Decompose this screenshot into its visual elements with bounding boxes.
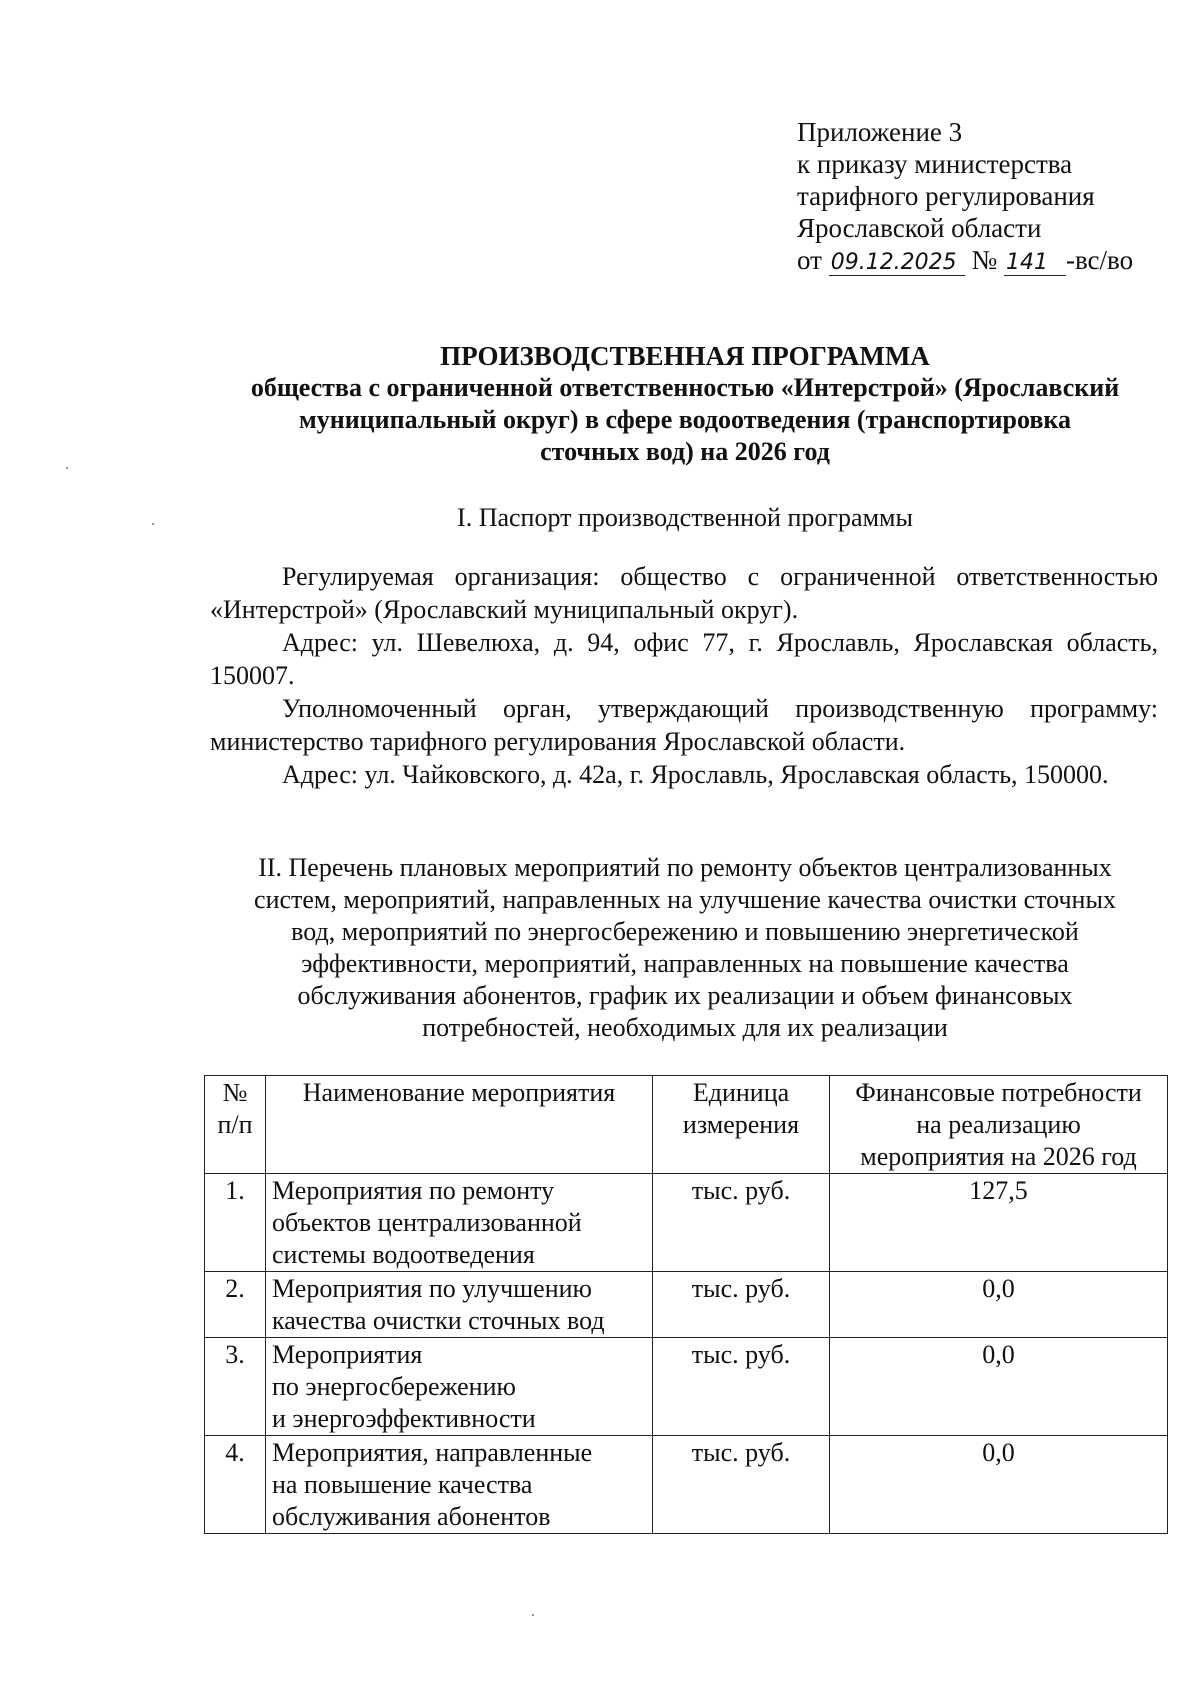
cell-text: на повышение качества (272, 1470, 533, 1499)
appendix-header (797, 116, 1133, 276)
section-2-line: потребностей, необходимых для их реализации (422, 1013, 948, 1042)
cell-value: 0,0 (830, 1436, 1168, 1534)
cell-text: Мероприятия (272, 1340, 423, 1369)
cell-text: Мероприятия по улучшению (272, 1274, 592, 1303)
section-2-line: систем, мероприятий, направленных на улучшение качества очистки сточных (254, 885, 1116, 914)
cell-num: 3. (205, 1338, 266, 1436)
cell-unit: тыс. руб. (653, 1272, 830, 1338)
document-title (200, 340, 1170, 468)
appendix-line: тарифного регулирования (797, 181, 1095, 211)
header-text: № (222, 1078, 248, 1107)
paragraph-organization: Регулируемая организация: общество с ограниченной ответственностью «Интерстрой» (Ярославский муниципальный округ). (210, 562, 1158, 624)
page-title: ПРОИЗВОДСТВЕННАЯ ПРОГРАММА (440, 341, 930, 371)
paragraph-authority-address: Адрес: ул. Чайковского, д. 42а, г. Ярославль, Ярославская область, 150000. (282, 760, 1109, 789)
cell-text: Мероприятия по ремонту (272, 1176, 555, 1205)
cell-name (266, 1174, 653, 1272)
table-row (205, 1338, 1168, 1436)
scan-speck (152, 523, 154, 525)
header-text: на реализацию (916, 1110, 1081, 1139)
header-num (205, 1076, 266, 1174)
handwritten-date: 09.12.2025 (829, 251, 965, 276)
header-text: мероприятия на 2026 год (860, 1142, 1137, 1171)
section-2-line: вод, мероприятий по энергосбережению и повышению энергетической (291, 917, 1079, 946)
number-suffix: -вс/во (1065, 245, 1134, 275)
cell-unit: тыс. руб. (653, 1338, 830, 1436)
table-row (205, 1174, 1168, 1272)
cell-text: системы водоотведения (272, 1240, 535, 1269)
section-2-heading (205, 852, 1165, 1044)
cell-value: 127,5 (830, 1174, 1168, 1272)
cell-name (266, 1338, 653, 1436)
cell-text: качества очистки сточных вод (272, 1306, 605, 1335)
date-prefix: от (797, 245, 822, 275)
cell-unit: тыс. руб. (653, 1436, 830, 1534)
cell-name (266, 1436, 653, 1534)
header-text: Финансовые потребности (855, 1078, 1142, 1107)
title-subline: сточных вод) на 2026 год (540, 437, 830, 466)
table-header-row (205, 1076, 1168, 1174)
cell-value: 0,0 (830, 1338, 1168, 1436)
number-sign: № (971, 245, 998, 275)
paragraph-authority: Уполномоченный орган, утверждающий производственную программу: министерство тарифного регулирования Ярославской области. (210, 694, 1158, 756)
appendix-line: Приложение 3 (797, 117, 963, 147)
cell-name (266, 1272, 653, 1338)
cell-text: объектов централизованной (272, 1208, 582, 1237)
cell-unit: тыс. руб. (653, 1174, 830, 1272)
header-financial (830, 1076, 1168, 1174)
table-row (205, 1272, 1168, 1338)
header-name: Наименование мероприятия (266, 1076, 653, 1174)
cell-num: 1. (205, 1174, 266, 1272)
appendix-line: к приказу министерства (797, 149, 1073, 179)
section-2-line: II. Перечень плановых мероприятий по ремонту объектов централизованных (258, 853, 1112, 882)
scan-speck (66, 467, 68, 469)
section-1-heading: I. Паспорт производственной программы (457, 503, 913, 532)
section-2-line: обслуживания абонентов, график их реализации и объем финансовых (297, 981, 1073, 1010)
cell-text: Мероприятия, направленные (272, 1438, 593, 1467)
header-text: Единица (692, 1078, 790, 1107)
header-text: измерения (682, 1110, 800, 1139)
cell-value: 0,0 (830, 1272, 1168, 1338)
order-date-number-line (797, 244, 1133, 276)
cell-text: обслуживания абонентов (272, 1502, 551, 1531)
cell-num: 2. (205, 1272, 266, 1338)
measures-table (204, 1075, 1168, 1534)
header-text: п/п (217, 1110, 253, 1139)
cell-num: 4. (205, 1436, 266, 1534)
table-row (205, 1436, 1168, 1534)
title-subline: муниципальный округ) в сфере водоотведения (транспортировка (299, 405, 1071, 434)
header-unit (653, 1076, 830, 1174)
cell-text: по энергосбережению (272, 1372, 516, 1401)
handwritten-number: 141 (1004, 251, 1066, 276)
passport-paragraphs (210, 560, 1158, 791)
appendix-line: Ярославской области (797, 213, 1042, 243)
scan-speck (532, 1614, 534, 1616)
cell-text: и энергоэффективности (272, 1404, 536, 1433)
title-subline: общества с ограниченной ответственностью «Интерстрой» (Ярославский (250, 373, 1120, 402)
section-2-line: эффективности, мероприятий, направленных на повышение качества (301, 949, 1069, 978)
paragraph-address: Адрес: ул. Шевелюха, д. 94, офис 77, г. Ярославль, Ярославская область, 150007. (210, 628, 1158, 690)
